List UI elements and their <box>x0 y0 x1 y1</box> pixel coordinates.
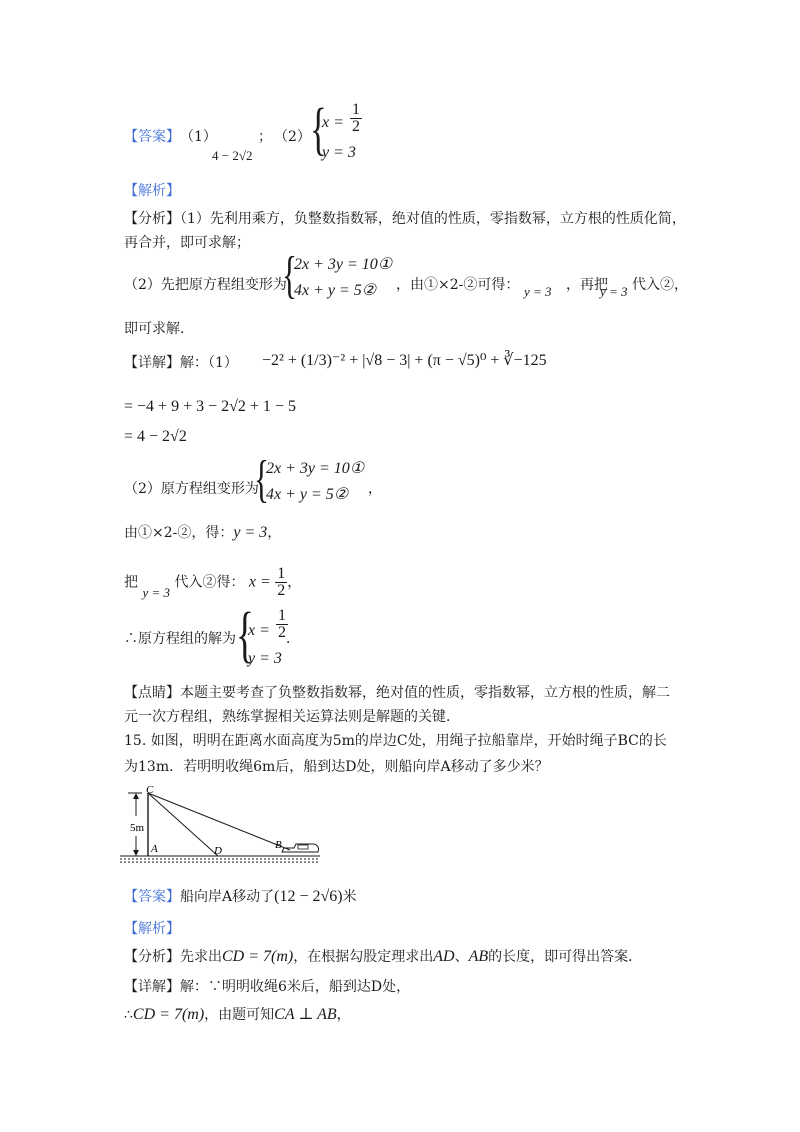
fraction-numerator: 1 <box>277 565 286 582</box>
analysis15-cd: CD = 7(m) <box>222 948 294 965</box>
analysis-eq1: 2x + 3y = 10① <box>294 256 393 273</box>
detail15-line2 <box>124 1004 351 1024</box>
detail-x-mid: 代入②得： <box>174 574 245 591</box>
detail-y-line <box>124 522 281 542</box>
detail-y-comma: ， <box>267 525 282 541</box>
detail-step2: = 4 − 2√2 <box>124 428 187 445</box>
brace-icon: { <box>310 96 327 161</box>
detail15-cd: CD = 7(m) <box>132 1006 205 1023</box>
comment-tag: 【点睛】 <box>124 685 180 701</box>
comment-text1: 本题主要考查了负整数指数幂，绝对值的性质，零指数幂，立方根的性质，解二 <box>180 685 670 701</box>
analysis15-ab: AB <box>468 948 489 965</box>
detail-solution-y: y = 3 <box>248 650 282 667</box>
detail-y-prefix: 由①×2-②，得： <box>124 525 234 541</box>
answer-tag: 【答案】 <box>124 129 180 145</box>
brace-icon: { <box>282 247 297 304</box>
figure-label-B: B <box>275 839 282 851</box>
analysis15-heading: 【解析】 <box>124 921 180 937</box>
analysis15-end: 的长度，即可得出答案． <box>488 949 643 965</box>
fraction-denominator: 2 <box>278 624 286 641</box>
fraction-numerator: 1 <box>352 101 360 118</box>
answer-system-y: y = 3 <box>322 144 356 161</box>
question15-line2: 为13m．若明明收绳6m后，船到达D处，则船向岸A移动了多少米？ <box>124 759 549 775</box>
detail-x-comma: ， <box>287 574 302 591</box>
detail-x-y: y = 3 <box>142 584 170 600</box>
analysis-y-value-2: y = 3 <box>600 284 628 299</box>
detail15-line1 <box>124 976 410 996</box>
analysis15-tag: 【分析】 <box>124 949 180 965</box>
analysis15-dot: 、 <box>454 949 469 965</box>
boat-cabin-icon <box>298 845 308 849</box>
comment-line2: 元一次方程组，熟练掌握相关运算法则是解题的关键． <box>124 709 460 725</box>
detail-tag: 【详解】 <box>124 355 180 371</box>
answer-system-x-fraction <box>350 102 362 135</box>
arrow-up-icon <box>133 793 139 799</box>
detail15-end: ， <box>336 1007 351 1023</box>
figure-label-C: C <box>146 786 154 796</box>
detail15-mid: ，由题可知 <box>204 1007 275 1023</box>
detail15-therefore: ∴ <box>124 1007 133 1023</box>
detail-x-line <box>124 566 301 599</box>
analysis15-pre: 先求出 <box>180 949 222 965</box>
detail-line-intro <box>124 352 238 372</box>
analysis-heading: 【解析】 <box>124 183 180 199</box>
detail-eq1: 2x + 3y = 10① <box>266 460 365 477</box>
detail-x-prefix: 把 <box>124 574 138 591</box>
detail-therefore: ∴原方程组的解为 <box>124 631 236 647</box>
analysis-tag: 【分析】 <box>124 211 180 227</box>
answer15-expression: (12 − 2√6) <box>274 888 343 905</box>
comment-line1 <box>124 682 670 702</box>
detail-solve-label: 解：（1） <box>180 355 238 371</box>
detail15-text1: 解：∵明明收绳6米后，船到达D处， <box>180 979 411 995</box>
arrow-down-icon <box>133 850 139 856</box>
answer15-line <box>124 886 357 906</box>
analysis-text1: （1）先利用乘方，负整数指数幂，绝对值的性质，零指数幂，立方根的性质化简， <box>180 211 686 227</box>
analysis15-line <box>124 946 642 966</box>
analysis-line3-mid2: ，再把 <box>566 277 608 293</box>
fraction-denominator: 2 <box>277 582 286 599</box>
answer15-unit: 米 <box>342 889 357 905</box>
answer15-tag: 【答案】 <box>124 889 180 905</box>
fraction-numerator: 1 <box>278 607 286 624</box>
analysis-line3-end: 代入②， <box>632 277 688 293</box>
analysis-line2: 再合并，即可求解； <box>124 235 250 251</box>
detail15-tag: 【详解】 <box>124 979 180 995</box>
figure-height-label: 5m <box>130 822 145 834</box>
figure-line-CD <box>148 793 218 856</box>
detail-solution-x: x = <box>248 622 270 639</box>
figure-label-A: A <box>151 843 158 855</box>
detail15-perp: CA ⊥ AB <box>274 1006 337 1023</box>
question15-line1: 15. 如图，明明在距离水面高度为5m的岸边C处，用绳子拉船靠岸，开始时绳子BC的长 <box>124 733 667 749</box>
answer-part2-label: （2） <box>274 129 311 145</box>
detail-eq2: 4x + y = 5② <box>266 486 349 503</box>
analysis-line1 <box>124 208 686 228</box>
figure-line-CB <box>148 793 290 850</box>
detail-step1: = −4 + 9 + 3 − 2√2 + 1 − 5 <box>124 398 296 415</box>
analysis-line4: 即可求解． <box>124 321 194 337</box>
fraction-denominator: 2 <box>352 118 360 135</box>
analysis15-ad: AD <box>433 948 455 965</box>
answer-separator: ； <box>258 129 272 145</box>
detail-part2-prefix: （2）原方程组变形为 <box>124 481 259 497</box>
detail-comma: ， <box>368 481 382 497</box>
analysis15-mid: ，在根据勾股定理求出 <box>293 949 434 965</box>
analysis-line3-prefix: （2）先把原方程组变形为 <box>124 277 287 293</box>
brace-icon: { <box>236 601 254 669</box>
analysis-eq2: 4x + y = 5② <box>294 282 377 299</box>
detail-x-fraction <box>275 566 287 599</box>
detail-expression: −2² + (1/3)⁻² + |√8 − 3| + (π − √5)⁰ + ∛−125 <box>262 352 547 369</box>
detail-x-equals: x = <box>248 573 271 591</box>
detail-period: ． <box>286 631 300 647</box>
answer-part1-label: （1） <box>180 129 217 145</box>
analysis-line3-mid: ，由①×2-②可得： <box>396 277 520 293</box>
analysis-y-value: y = 3 <box>524 284 552 299</box>
answer-part1-value: 4 − 2√2 <box>212 148 253 163</box>
detail-y-value: y = 3 <box>233 524 268 541</box>
figure-label-D: D <box>214 845 222 857</box>
answer-system-x: x = <box>322 114 344 131</box>
answer15-text: 船向岸A移动了 <box>180 889 275 905</box>
question15-figure <box>120 786 330 866</box>
brace-icon: { <box>254 451 269 508</box>
